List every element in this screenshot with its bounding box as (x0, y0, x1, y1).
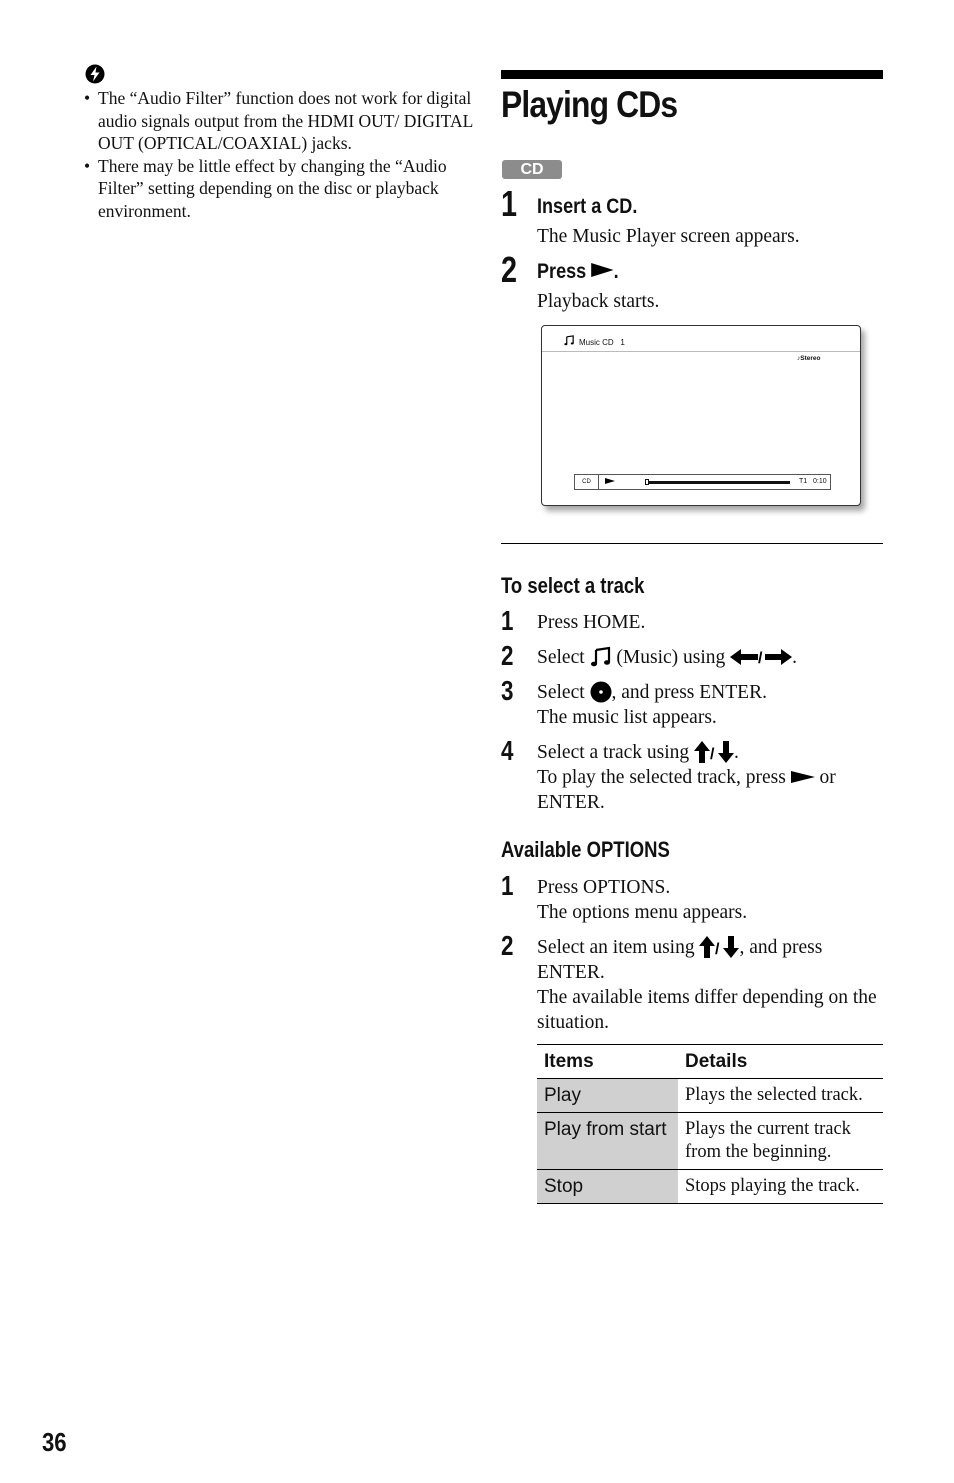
table-row (537, 1113, 883, 1170)
table-cell-detail: Stops playing the track. (678, 1170, 883, 1204)
table-cell-detail: Plays the selected track. (678, 1079, 883, 1113)
play-status-icon (605, 478, 615, 484)
progress-bar (645, 481, 790, 484)
music-note-icon (564, 335, 575, 346)
disc-icon (590, 681, 612, 703)
step-number: 2 (501, 640, 514, 671)
step-number: 3 (501, 675, 514, 706)
table-cell-detail: Plays the current track from the beginning. (678, 1113, 883, 1170)
music-player-screen (541, 325, 861, 506)
step-text: Press OPTIONS. The options menu appears. (537, 877, 748, 923)
tip-item: • There may be little effect by changing the “Audio Filter” setting depending on the disc or playback environment. (84, 155, 474, 223)
cd-badge: CD (502, 160, 562, 179)
step-text: Playback starts. (537, 291, 660, 312)
track-time: T1 0:10 (799, 478, 827, 485)
step-heading-text: Press (537, 260, 587, 283)
audio-indicator: ♪Stereo (797, 355, 821, 362)
progress-marker (645, 479, 649, 485)
tip-item: • The “Audio Filter” function does not work for digital audio signals output from the HDMI OUT/ DIGITAL OUT (OPTICAL/COAXIAL) jacks. (84, 87, 474, 155)
step-text: Select an item using / , and press ENTER. The available items differ depending on the situation. (537, 937, 877, 1033)
step-number: 4 (501, 735, 514, 766)
step-text: The Music Player screen appears. (537, 226, 800, 247)
left-right-arrow-icon (730, 648, 792, 666)
up-down-arrow-icon (694, 741, 734, 763)
section-heading: To select a track (501, 573, 645, 598)
playback-bar (574, 474, 831, 490)
step-number: 1 (501, 605, 514, 636)
step-number: 2 (501, 930, 514, 961)
divider (501, 543, 883, 544)
column-header: Details (678, 1045, 883, 1079)
play-icon (791, 771, 815, 783)
svg-text:/: / (758, 649, 763, 666)
step-heading: Insert a CD. (537, 195, 638, 218)
column-header: Items (537, 1045, 678, 1079)
page-number: 36 (42, 1427, 67, 1457)
step-number: 2 (501, 249, 518, 290)
step-text: Press HOME. (537, 612, 646, 633)
table-header-row (537, 1045, 883, 1079)
table-cell-item: Play (537, 1079, 678, 1113)
tip-icon (85, 64, 105, 84)
options-table (537, 1044, 883, 1204)
step-number: 1 (501, 870, 514, 901)
step-heading (537, 260, 619, 284)
step-text: Select , and press ENTER. The music list appears. (537, 682, 767, 728)
table-cell-item: Play from start (537, 1113, 678, 1170)
section-heading: Available OPTIONS (501, 837, 670, 862)
step-text: Select (Music) using / . (537, 647, 798, 668)
svg-text:/: / (710, 745, 715, 763)
svg-text:/: / (715, 940, 720, 958)
play-icon (591, 263, 613, 277)
step-heading-suffix: . (613, 260, 619, 283)
page-title: Playing CDs (501, 84, 678, 125)
music-note-icon (590, 646, 612, 668)
media-type-label: CD (575, 475, 599, 489)
screen-title: Music CD 1 (579, 338, 625, 347)
up-down-arrow-icon (699, 936, 739, 958)
section-rule (501, 70, 883, 79)
step-text: Select a track using / . To play the selected track, press or ENTER. (537, 742, 836, 813)
tip-list (84, 87, 474, 222)
table-cell-item: Stop (537, 1170, 678, 1204)
table-row (537, 1170, 883, 1204)
screen-header (542, 326, 860, 352)
table-row (537, 1079, 883, 1113)
step-number: 1 (501, 183, 518, 224)
